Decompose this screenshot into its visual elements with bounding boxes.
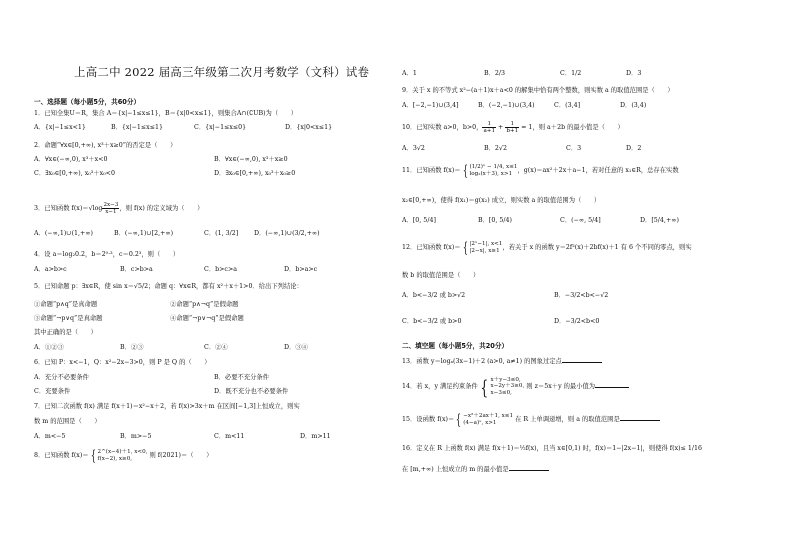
q8-case-2: f(x−2), x≥0,: [97, 455, 133, 462]
q13-text: 13．函数 y＝logₐ(3x−1)＋2 (a>0, a≠1) 的图象过定点: [402, 358, 562, 365]
q7-option-b: B．m>−5: [120, 433, 152, 440]
q16-line2-text: 在 [m,+∞) 上恒成立的 m 的最小值是: [402, 466, 509, 473]
q3-suffix: ，则 f(x) 的定义域为（ ）: [119, 205, 204, 212]
q8-suffix: 则 f(2021)＝（ ）: [149, 452, 213, 459]
q14-suffix: 则 z＝5x＋y 的最小值为: [526, 383, 596, 390]
q7-option-c: C．m<11: [214, 433, 245, 440]
q15-brace: {: [456, 411, 462, 428]
q2-option-d: D．∃x₀∈[0,+∞), x₀³＋x₀≥0: [214, 170, 296, 177]
q11-option-c: C．(−∞, 5/4]: [560, 217, 601, 224]
q5-option-b: B．②③: [120, 344, 144, 351]
q5-statement-4: ④命题“¬p∨¬q”是假命题: [170, 315, 244, 322]
q4-option-c: C．b>c>a: [204, 266, 237, 273]
q3-option-a: A．(−∞,1)∪(1,+∞): [34, 230, 94, 237]
q5-statement-1: ①命题“p∧q”是真命题: [34, 301, 98, 308]
q2-option-c: C．∃x₀∈[0,+∞), x₀³＋x₀<0: [34, 170, 115, 177]
q14-constraint-3: x−3≤0,: [490, 389, 512, 396]
q14-brace: {: [480, 374, 488, 399]
q14-answer-blank[interactable]: [595, 381, 629, 388]
q3-prefix: 3．已知函数 f(x)＝√log: [34, 205, 103, 212]
q10-option-c: C．3: [566, 145, 582, 152]
q4-option-b: B．c>b>a: [120, 266, 153, 273]
q16-stem-line2: [402, 464, 549, 474]
q10-option-d: D．2: [626, 145, 642, 152]
q6-option-c: C．充要条件: [34, 388, 71, 395]
q3-fraction: [102, 202, 119, 215]
q5-option-c: C．②④: [204, 344, 228, 351]
q10-stem: 10．已知实数 a>0，b>0， $\frac{1}{a+1}$ + $\frac{1}{b+1}$ = 1，则 a＋2b 的最小值是（ ）: [402, 121, 624, 134]
q11-option-b: B．[0, 5/4): [478, 217, 512, 224]
q10-suffix: ，则 a＋2b 的最小值是（ ）: [532, 124, 624, 131]
q14-constraints: [491, 377, 525, 397]
q3-fraction-den: x−1: [105, 209, 117, 215]
q11-option-d: D．[5/4,+∞): [640, 217, 679, 224]
q12-option-a: A．b<−3/2 或 b>√2: [402, 292, 466, 299]
q12-cases: [470, 241, 503, 254]
q8-option-c: C．1/2: [560, 70, 582, 77]
q1-option-a: A．{x|−1≤x<1}: [34, 124, 86, 131]
q8-option-a: A．1: [402, 70, 417, 77]
q5-option-a: A．①②③: [34, 344, 64, 351]
q10-fraction-2: $\frac{1}{b+1}$: [506, 121, 519, 134]
q6-option-a: A．充分不必要条件: [34, 374, 89, 381]
q13-stem: [402, 356, 602, 366]
q8-prefix: 8．已知函数 f(x)＝: [34, 452, 89, 459]
q5-option-d: D．③④: [284, 344, 308, 351]
section-fill-heading: 二、填空题（每小题5分，共20分）: [402, 342, 509, 350]
q2-stem: 2．命题“∀x∈[0,+∞), x³＋x≥0”的否定是（ ）: [34, 142, 177, 149]
q15-cases: [463, 413, 513, 426]
q9-option-d: D．(3,4): [620, 102, 647, 109]
q7-option-a: A．m<−5: [34, 433, 66, 440]
q12-stem: [402, 240, 692, 256]
q8-option-b: B．2/3: [484, 70, 506, 77]
q12-prefix: 12．已知函数 f(x)＝: [402, 244, 461, 251]
q15-answer-blank[interactable]: [620, 414, 660, 421]
q9-option-b: B．(−2,−1)∪(3,4): [478, 102, 535, 109]
q12-brace: {: [462, 239, 468, 256]
q4-option-a: A．a>b>c: [34, 266, 67, 273]
q11-case-1: (1/2)ˣ − 1/4, x≤1: [469, 164, 518, 170]
q14-constraint-1: x＋y−3≤0,: [490, 376, 521, 383]
q8-cases: [98, 449, 148, 462]
q12-option-c: C．b<−3/2 或 b>0: [402, 318, 462, 325]
q14-stem: [402, 376, 629, 398]
section-choice-heading: 一、选择题（每小题5分，共60分）: [34, 98, 141, 106]
q10-option-b: B．2√2: [484, 145, 507, 152]
q4-option-d: D．b>a>c: [284, 266, 318, 273]
q3-option-d: D．(−∞,1)∪(3/2,+∞): [254, 230, 320, 237]
q12-suffix: ，若关于 x 的函数 y＝2f²(x)＋2bf(x)＋1 有 6 个不同的零点，则实: [502, 244, 692, 251]
q5-statement-3: ③命题“¬p∨q”是真命题: [34, 315, 103, 322]
q12-case-1: |2ˣ−1|, x<1: [469, 241, 503, 247]
q12-option-d: D．−3/2<b<0: [554, 318, 600, 325]
q14-prefix: 14．若 x，y 满足约束条件: [402, 383, 478, 390]
q11-cases: [470, 164, 518, 177]
q5-question: 其中正确的是（ ）: [34, 329, 97, 336]
q7-stem-line2: 数 m 的范围是（ ）: [34, 418, 101, 425]
q15-stem: [402, 412, 660, 428]
q9-stem: 9．关于 x 的不等式 x²−(a＋1)x＋a<0 的解集中恰有两个整数，则实数 a 的取值范围是（ ）: [402, 87, 674, 94]
exam-title: 上高二中 2022 届高三年级第二次月考数学（文科）试卷: [74, 65, 370, 79]
q11-stem-line2: x₂∈[0,+∞)，使得 f(x₁)＝g(x₂) 成立，则实数 a 的取值范围为（ ）: [402, 197, 601, 204]
q8-case-1: 2^(x−4)＋1, x<0,: [97, 449, 148, 455]
q16-stem-line1: 16．定义在 R 上函数 f(x) 满足 f(x＋1)＝½f(x)，且当 x∈[0,1) 时，f(x)＝1−|2x−1|，则使得 f(x)≤ 1/16: [402, 445, 703, 452]
q7-stem-line1: 7．已知二次函数 f(x) 满足 f(x＋1)＝x²−x＋2，若 f(x)>3x＋m 在区间[−1,3]上恒成立，则实: [34, 403, 300, 410]
q2-option-b: B．∀x∈(−∞,0), x³＋x≥0: [214, 156, 288, 163]
q16-answer-blank[interactable]: [509, 464, 549, 471]
q8-stem: [34, 448, 213, 464]
q15-case-2: (4−a)ˣ, x>1: [463, 419, 497, 426]
q7-option-d: D．m>11: [300, 433, 331, 440]
q15-prefix: 15．设函数 f(x)＝: [402, 416, 455, 423]
q2-option-a: A．∀x∈(−∞,0), x³＋x<0: [34, 156, 108, 163]
q11-option-a: A．[0, 5/4]: [402, 217, 436, 224]
q10-prefix: 10．已知实数 a>0，b>0，: [402, 124, 483, 131]
q1-option-b: B．{x|−1≤x≤1}: [111, 124, 164, 131]
q3-fraction-num: 2x−3: [103, 202, 119, 208]
q4-stem: 4．设 a＝log₂0.2，b＝2⁰·³，c＝0.2³，则（ ）: [34, 251, 180, 258]
q1-option-c: C．{x|−1≤x≤0}: [194, 124, 247, 131]
q6-option-b: B．必要不充分条件: [214, 374, 270, 381]
q11-stem: [402, 163, 679, 179]
q11-brace: {: [462, 162, 468, 179]
q1-option-d: D．{x|0<x≤1}: [285, 124, 333, 131]
q15-suffix: 在 R 上单调递增，则 a 的取值范围是: [515, 416, 620, 423]
q12-stem-line2: 数 b 的取值范围是（ ）: [402, 272, 480, 279]
q11-case-2: log₂(x＋3), x>1: [469, 170, 513, 177]
q5-statement-2: ②命题“p∧¬q”是假命题: [170, 301, 239, 308]
q15-case-1: −x²＋2ax＋1, x≤1: [463, 413, 514, 419]
q8-brace: {: [90, 447, 96, 464]
q13-answer-blank[interactable]: [562, 356, 602, 363]
q3-stem: [34, 202, 203, 216]
q12-option-b: B．−3/2<b<−√2: [554, 292, 609, 299]
q14-constraint-2: x−2y＋3≥0,: [490, 383, 525, 390]
q11-prefix: 11．已知函数 f(x)＝: [402, 167, 461, 174]
q6-option-d: D．既不充分也不必要条件: [214, 388, 289, 395]
q5-stem: 5．已知命题 p：∃x∈R，使 sin x＝√5/2；命题 q：∀x∈R，都有 x²＋x＋1>0．给出下列结论：: [34, 283, 303, 290]
q1-stem: 1．已知全集U＝R，集合 A＝{x|−1≤x≤1}，B＝{x|0<x≤1}，则集合A∩(∁UB)为（ ）: [34, 110, 298, 117]
q6-stem: 6．已知 P：x<−1，Q：x²−2x−3>0，则 P 是 Q 的（ ）: [34, 359, 211, 366]
q3-option-c: C．(1, 3/2]: [204, 230, 239, 237]
q8-option-d: D．3: [626, 70, 642, 77]
q9-option-a: A．[−2,−1)∪(3,4]: [402, 102, 459, 109]
q10-fraction-1: $\frac{1}{a+1}$: [483, 121, 496, 134]
q10-option-a: A．3√2: [402, 145, 425, 152]
q9-option-c: C．(3,4]: [554, 102, 581, 109]
q12-case-2: |2−x|, x≥1: [469, 247, 500, 254]
q11-suffix: ，g(x)＝ax²＋2x＋a−1，若对任意的 x₁∈R，总存在实数: [517, 167, 679, 174]
q3-option-b: B．(−∞,1)∪[2,+∞): [114, 230, 174, 237]
